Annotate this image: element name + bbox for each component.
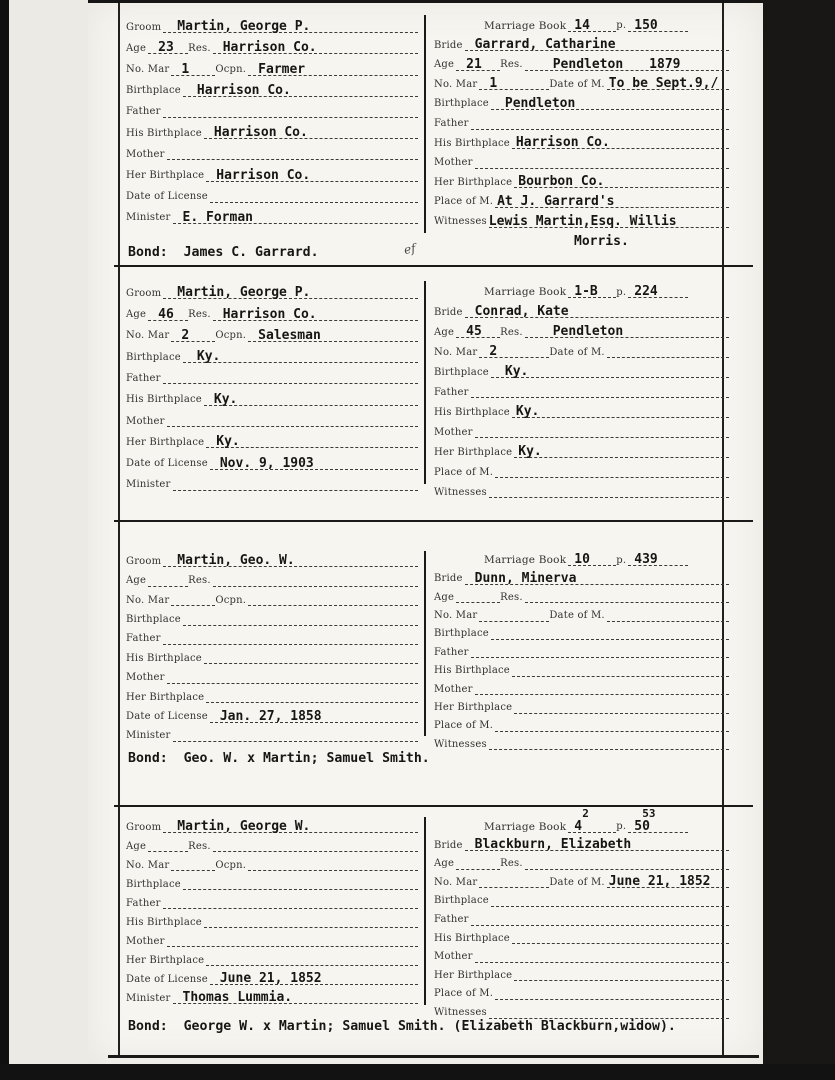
date-of-license-label: Date of License bbox=[126, 191, 208, 203]
age-label: Age bbox=[434, 591, 455, 603]
column-divider-line bbox=[424, 551, 426, 736]
witnesses-names-continued: Morris. bbox=[574, 234, 629, 250]
page-label: p. bbox=[616, 20, 627, 32]
groom-mother-row bbox=[126, 664, 418, 683]
date-of-marriage: June 21, 1852 bbox=[608, 874, 711, 890]
film-edge-bottom bbox=[0, 1064, 835, 1080]
res-label: Res. bbox=[188, 575, 211, 587]
witnesses-row bbox=[434, 208, 729, 228]
place-of-m-label: Place of M. bbox=[434, 196, 494, 208]
res-label: Res. bbox=[188, 840, 211, 852]
bride-birthplace-row bbox=[434, 622, 729, 640]
groom-label: Groom bbox=[126, 555, 162, 567]
groom-age-res-row bbox=[126, 833, 418, 852]
bride-nomar-date-row bbox=[434, 338, 729, 358]
groom-his-birthplace-row bbox=[126, 909, 418, 928]
bride-her-birthplace: Bourbon Co. bbox=[518, 174, 605, 190]
birthplace-label: Birthplace bbox=[434, 628, 489, 640]
groom-minister-row bbox=[126, 985, 418, 1004]
groom-birthplace: Harrison Co. bbox=[196, 82, 291, 98]
minister-name: Thomas Lummia. bbox=[182, 990, 293, 1005]
bride-his-birthplace-row bbox=[434, 130, 729, 150]
bride-her-birthplace: Ky. bbox=[518, 444, 542, 459]
marriage-book-page: 439 bbox=[634, 552, 658, 568]
marriage-book-page: 150 bbox=[634, 17, 658, 33]
birthplace-label: Birthplace bbox=[126, 878, 181, 890]
no-mar-label: No. Mar bbox=[434, 346, 478, 358]
bride-label: Bride bbox=[434, 306, 463, 318]
age-label: Age bbox=[434, 326, 455, 338]
groom-no-mar: 2 bbox=[181, 327, 190, 343]
marriage-record-card-page bbox=[88, 0, 763, 1064]
bride-birthplace-row bbox=[434, 358, 729, 378]
groom-residence: Harrison Co. bbox=[222, 306, 317, 322]
marriage-book-page: 224 bbox=[634, 284, 658, 299]
father-label: Father bbox=[434, 386, 469, 398]
witnesses-label: Witnesses bbox=[434, 1007, 487, 1019]
groom-her-birthplace-row bbox=[126, 160, 418, 181]
place-of-marriage: At J. Garrard's bbox=[497, 193, 615, 209]
bride-mother-row bbox=[434, 677, 729, 695]
marriage-book-label: Marriage Book bbox=[484, 285, 567, 298]
bride-column bbox=[434, 12, 729, 250]
groom-date-of-license: Nov. 9, 1903 bbox=[219, 455, 314, 471]
column-divider-line bbox=[424, 817, 426, 1005]
bride-mother-row bbox=[434, 418, 729, 438]
page-label: p. bbox=[616, 554, 627, 566]
marriage-book-number: 14 bbox=[574, 17, 590, 33]
groom-occupation: Farmer bbox=[258, 61, 306, 77]
groom-her-birthplace: Ky. bbox=[216, 434, 240, 450]
mother-label: Mother bbox=[434, 426, 473, 438]
groom-her-birthplace-row bbox=[126, 427, 418, 448]
witnesses-row bbox=[434, 1000, 729, 1019]
groom-column bbox=[126, 12, 418, 247]
marriage-record-3 bbox=[126, 548, 715, 767]
groom-date-of-license: Jan. 27, 1858 bbox=[219, 708, 322, 724]
bride-nomar-date-row bbox=[434, 603, 729, 621]
bride-father-row bbox=[434, 640, 729, 658]
bride-his-birthplace-row bbox=[434, 926, 729, 945]
minister-name: E. Forman bbox=[182, 209, 253, 225]
place-of-m-label: Place of M. bbox=[434, 720, 494, 732]
bride-his-birthplace: Harrison Co. bbox=[515, 135, 610, 151]
no-mar-label: No. Mar bbox=[126, 594, 170, 606]
groom-residence: Harrison Co. bbox=[222, 40, 317, 56]
bride-mother-row bbox=[434, 944, 729, 963]
column-divider-line bbox=[424, 15, 426, 233]
record-separator-3 bbox=[114, 805, 753, 807]
bride-column bbox=[434, 548, 729, 750]
groom-column bbox=[126, 814, 418, 1019]
bride-label: Bride bbox=[434, 839, 463, 851]
mother-label: Mother bbox=[126, 148, 165, 160]
groom-her-birthplace: Harrison Co. bbox=[216, 167, 311, 183]
card-top-edge bbox=[88, 0, 763, 3]
res-label: Res. bbox=[500, 858, 523, 870]
groom-birthplace: Ky. bbox=[196, 349, 221, 365]
birthplace-label: Birthplace bbox=[434, 895, 489, 907]
bride-label: Bride bbox=[434, 573, 463, 585]
her-birthplace-label: Her Birthplace bbox=[126, 170, 205, 181]
date-of-m-label: Date of M. bbox=[549, 610, 605, 622]
groom-mother-row bbox=[126, 928, 418, 947]
groom-her-birthplace-row bbox=[126, 947, 418, 966]
bride-age-res-row bbox=[434, 851, 729, 870]
record-columns bbox=[126, 12, 719, 250]
marriage-book-number: 10 bbox=[574, 552, 590, 568]
marriage-record-4 bbox=[126, 806, 715, 1034]
page-correction: 53 bbox=[642, 806, 656, 820]
groom-nomar-ocpn-row bbox=[126, 852, 418, 871]
her-birthplace-label: Her Birthplace bbox=[434, 176, 513, 188]
groom-his-birthplace-row bbox=[126, 645, 418, 664]
bride-age-res-row bbox=[434, 585, 729, 603]
her-birthplace-label: Her Birthplace bbox=[434, 969, 513, 981]
mother-label: Mother bbox=[434, 157, 473, 169]
father-label: Father bbox=[126, 633, 161, 645]
mother-label: Mother bbox=[434, 683, 473, 695]
date-of-marriage: To be Sept.9,/ bbox=[608, 76, 719, 92]
book-correction: 2 bbox=[582, 806, 589, 820]
date-of-license-label: Date of License bbox=[126, 973, 208, 985]
bride-her-birthplace-row bbox=[434, 169, 729, 189]
groom-name-row bbox=[126, 548, 418, 567]
marriage-book-number: 1-B bbox=[574, 284, 598, 299]
witnesses-row bbox=[434, 478, 729, 498]
groom-father-row bbox=[126, 363, 418, 384]
groom-age: 46 bbox=[158, 306, 174, 322]
record-columns bbox=[126, 806, 715, 1019]
groom-name-row bbox=[126, 12, 418, 33]
no-mar-label: No. Mar bbox=[126, 64, 170, 76]
her-birthplace-label: Her Birthplace bbox=[126, 954, 205, 966]
bride-birthplace: Pendleton bbox=[504, 95, 576, 111]
no-mar-label: No. Mar bbox=[126, 859, 170, 871]
groom-nomar-ocpn-row bbox=[126, 587, 418, 606]
groom-birthplace-row bbox=[126, 871, 418, 890]
birthplace-label: Birthplace bbox=[126, 351, 181, 363]
father-label: Father bbox=[434, 914, 469, 926]
bride-name-row bbox=[434, 833, 729, 852]
bride-name: Garrard, Catharine bbox=[474, 37, 616, 53]
groom-minister-row bbox=[126, 723, 418, 742]
age-label: Age bbox=[126, 575, 147, 587]
bride-name: Conrad, Kate bbox=[474, 304, 569, 319]
place-of-marriage-row bbox=[434, 714, 729, 732]
groom-label: Groom bbox=[126, 821, 162, 833]
groom-birthplace-row bbox=[126, 342, 418, 363]
groom-license-row bbox=[126, 966, 418, 985]
bond-note: Bond: James C. Garrard. bbox=[128, 245, 319, 261]
groom-name: Martin, George W. bbox=[177, 819, 311, 834]
bride-age: 45 bbox=[466, 324, 482, 339]
bride-name: Dunn, Minerva bbox=[474, 570, 577, 586]
groom-age: 23 bbox=[158, 40, 174, 56]
groom-license-row bbox=[126, 448, 418, 469]
groom-name: Martin, George P. bbox=[177, 285, 311, 301]
bride-her-birthplace-row bbox=[434, 438, 729, 458]
groom-father-row bbox=[126, 890, 418, 909]
groom-his-birthplace-row bbox=[126, 118, 418, 139]
res-label: Res. bbox=[500, 59, 523, 71]
date-of-license-label: Date of License bbox=[126, 711, 208, 723]
his-birthplace-label: His Birthplace bbox=[126, 916, 202, 928]
age-label: Age bbox=[126, 42, 147, 54]
bond-note: Bond: Geo. W. x Martin; Samuel Smith. bbox=[128, 751, 430, 767]
groom-minister-row bbox=[126, 203, 418, 224]
marriage-book-row bbox=[434, 548, 729, 566]
mother-label: Mother bbox=[434, 951, 473, 963]
bride-name-row bbox=[434, 566, 729, 584]
her-birthplace-label: Her Birthplace bbox=[126, 691, 205, 703]
bride-age: 21 bbox=[466, 56, 482, 72]
his-birthplace-label: His Birthplace bbox=[126, 127, 202, 139]
age-label: Age bbox=[126, 840, 147, 852]
her-birthplace-label: Her Birthplace bbox=[434, 702, 513, 714]
marriage-book-row bbox=[434, 12, 729, 32]
marriage-record-2 bbox=[126, 278, 715, 498]
father-label: Father bbox=[126, 372, 161, 384]
bride-label: Bride bbox=[434, 39, 463, 51]
handwritten-mark: ef bbox=[402, 241, 417, 257]
father-label: Father bbox=[434, 646, 469, 658]
ocpn-label: Ocpn. bbox=[215, 64, 247, 76]
groom-name: Martin, Geo. W. bbox=[177, 553, 295, 569]
film-edge-right bbox=[762, 0, 835, 1080]
bride-his-birthplace-row bbox=[434, 398, 729, 418]
marriage-book-row bbox=[434, 278, 729, 298]
record-separator-1 bbox=[114, 265, 753, 267]
groom-his-birthplace: Harrison Co. bbox=[213, 125, 308, 141]
groom-his-birthplace: Ky. bbox=[213, 391, 238, 407]
groom-birthplace-row bbox=[126, 76, 418, 97]
column-divider-line bbox=[424, 281, 426, 484]
groom-father-row bbox=[126, 626, 418, 645]
place-of-marriage-row bbox=[434, 981, 729, 1000]
groom-mother-row bbox=[126, 139, 418, 160]
his-birthplace-label: His Birthplace bbox=[434, 932, 510, 944]
his-birthplace-label: His Birthplace bbox=[126, 394, 202, 406]
mother-label: Mother bbox=[126, 415, 165, 427]
no-mar-label: No. Mar bbox=[434, 876, 478, 888]
groom-license-row bbox=[126, 182, 418, 203]
bride-residence-year: 1879 bbox=[649, 56, 681, 72]
bride-name-row bbox=[434, 298, 729, 318]
his-birthplace-label: His Birthplace bbox=[434, 665, 510, 677]
marriage-book-page: 50 bbox=[634, 818, 650, 834]
groom-birthplace-row bbox=[126, 606, 418, 625]
groom-her-birthplace-row bbox=[126, 684, 418, 703]
bride-birthplace: Ky. bbox=[504, 364, 529, 379]
bride-her-birthplace-row bbox=[434, 695, 729, 713]
bride-nomar-date-row bbox=[434, 870, 729, 889]
groom-name: Martin, George P. bbox=[177, 19, 311, 35]
witnesses-label: Witnesses bbox=[434, 216, 487, 228]
minister-label: Minister bbox=[126, 992, 171, 1004]
groom-label: Groom bbox=[126, 287, 162, 299]
bride-name: Blackburn, Elizabeth bbox=[474, 837, 632, 853]
groom-column bbox=[126, 548, 418, 750]
witnesses-label: Witnesses bbox=[434, 738, 487, 750]
witnesses-label: Witnesses bbox=[434, 486, 487, 498]
birthplace-label: Birthplace bbox=[126, 614, 181, 626]
groom-occupation: Salesman bbox=[258, 327, 321, 343]
groom-column bbox=[126, 278, 418, 498]
bride-age-res-row bbox=[434, 51, 729, 71]
ocpn-label: Ocpn. bbox=[215, 330, 247, 342]
no-mar-label: No. Mar bbox=[434, 78, 478, 90]
father-label: Father bbox=[434, 118, 469, 130]
groom-nomar-ocpn-row bbox=[126, 321, 418, 342]
marriage-book-number: 4 bbox=[574, 818, 583, 834]
his-birthplace-label: His Birthplace bbox=[434, 406, 510, 418]
record-columns bbox=[126, 548, 715, 750]
marriage-book-label: Marriage Book bbox=[484, 19, 567, 32]
groom-mother-row bbox=[126, 406, 418, 427]
witnesses-names: Lewis Martin,Esq. Willis bbox=[488, 213, 677, 229]
bride-nomar-date-row bbox=[434, 71, 729, 91]
place-of-m-label: Place of M. bbox=[434, 466, 494, 478]
groom-father-row bbox=[126, 97, 418, 118]
witnesses-row bbox=[434, 732, 729, 750]
date-of-m-label: Date of M. bbox=[549, 78, 605, 90]
birthplace-label: Birthplace bbox=[434, 98, 489, 110]
place-of-m-label: Place of M. bbox=[434, 988, 494, 1000]
bride-no-mar: 2 bbox=[489, 344, 498, 359]
bride-father-row bbox=[434, 907, 729, 926]
bond-note: Bond: George W. x Martin; Samuel Smith. (Elizabeth Blackburn,widow). bbox=[128, 1018, 676, 1034]
groom-age-res-row bbox=[126, 33, 418, 54]
bride-his-birthplace: Ky. bbox=[515, 404, 540, 419]
groom-label: Groom bbox=[126, 21, 162, 33]
card-bottom-edge bbox=[108, 1055, 759, 1058]
marriage-book-label: Marriage Book bbox=[484, 554, 567, 567]
bride-birthplace-row bbox=[434, 90, 729, 110]
ocpn-label: Ocpn. bbox=[215, 594, 247, 606]
bride-her-birthplace-row bbox=[434, 963, 729, 982]
her-birthplace-label: Her Birthplace bbox=[434, 446, 513, 458]
marriage-record-1 bbox=[126, 12, 719, 261]
ocpn-label: Ocpn. bbox=[215, 859, 247, 871]
groom-nomar-ocpn-row bbox=[126, 54, 418, 75]
res-label: Res. bbox=[500, 326, 523, 338]
bride-residence: Pendleton bbox=[552, 56, 624, 72]
bride-age-res-row bbox=[434, 318, 729, 338]
birthplace-label: Birthplace bbox=[434, 366, 489, 378]
page-label: p. bbox=[616, 821, 627, 833]
marriage-book-label: Marriage Book bbox=[484, 820, 567, 833]
record-separator-2 bbox=[114, 520, 753, 522]
groom-minister-row bbox=[126, 470, 418, 491]
no-mar-label: No. Mar bbox=[434, 610, 478, 622]
his-birthplace-label: His Birthplace bbox=[434, 137, 510, 149]
film-edge-left bbox=[0, 0, 9, 1080]
age-label: Age bbox=[434, 59, 455, 71]
bride-column bbox=[434, 806, 729, 1019]
mother-label: Mother bbox=[126, 935, 165, 947]
record-columns bbox=[126, 278, 715, 498]
bride-mother-row bbox=[434, 149, 729, 169]
groom-name-row bbox=[126, 814, 418, 833]
minister-label: Minister bbox=[126, 212, 171, 224]
groom-name-row bbox=[126, 278, 418, 299]
bride-birthplace-row bbox=[434, 888, 729, 907]
card-left-border bbox=[118, 3, 120, 1058]
groom-license-row bbox=[126, 703, 418, 722]
groom-no-mar: 1 bbox=[181, 61, 190, 77]
place-of-marriage-row bbox=[434, 188, 729, 208]
age-label: Age bbox=[434, 858, 455, 870]
birthplace-label: Birthplace bbox=[126, 85, 181, 97]
bride-his-birthplace-row bbox=[434, 658, 729, 676]
date-of-m-label: Date of M. bbox=[549, 876, 605, 888]
father-label: Father bbox=[126, 897, 161, 909]
father-label: Father bbox=[126, 106, 161, 118]
bride-residence: Pendleton bbox=[552, 324, 624, 339]
groom-age-res-row bbox=[126, 567, 418, 586]
age-label: Age bbox=[126, 309, 147, 321]
her-birthplace-label: Her Birthplace bbox=[126, 436, 205, 448]
res-label: Res. bbox=[188, 42, 211, 54]
page-label: p. bbox=[616, 286, 627, 298]
date-of-license-label: Date of License bbox=[126, 458, 208, 470]
bride-father-row bbox=[434, 110, 729, 130]
bride-column bbox=[434, 278, 729, 498]
minister-label: Minister bbox=[126, 479, 171, 491]
his-birthplace-label: His Birthplace bbox=[126, 652, 202, 664]
bride-no-mar: 1 bbox=[489, 76, 498, 92]
groom-date-of-license: June 21, 1852 bbox=[219, 971, 322, 986]
place-of-marriage-row bbox=[434, 458, 729, 478]
minister-label: Minister bbox=[126, 730, 171, 742]
groom-his-birthplace-row bbox=[126, 384, 418, 405]
witnesses-second-line bbox=[434, 228, 729, 248]
mother-label: Mother bbox=[126, 672, 165, 684]
res-label: Res. bbox=[188, 309, 211, 321]
marriage-book-row bbox=[434, 806, 729, 834]
bride-father-row bbox=[434, 378, 729, 398]
no-mar-label: No. Mar bbox=[126, 330, 170, 342]
groom-age-res-row bbox=[126, 299, 418, 320]
date-of-m-label: Date of M. bbox=[549, 346, 605, 358]
bride-name-row bbox=[434, 32, 729, 52]
res-label: Res. bbox=[500, 591, 523, 603]
